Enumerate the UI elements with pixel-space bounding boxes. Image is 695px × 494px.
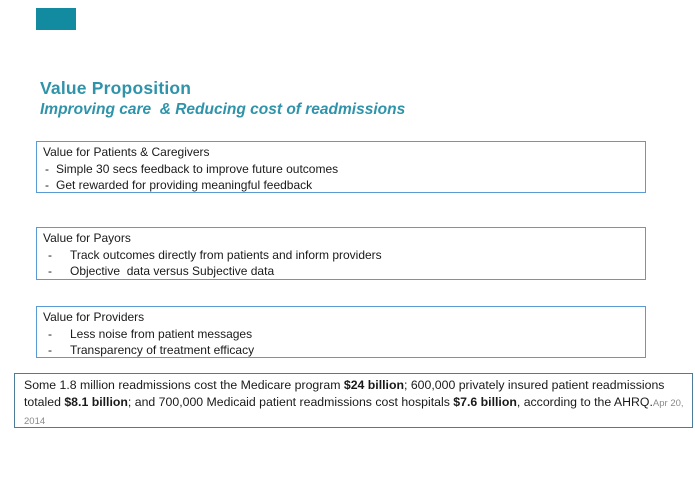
bullet-dash: - — [48, 343, 52, 357]
footer-date: Apr 20, 2014 — [24, 397, 687, 427]
footer-text-segment: ; 600,000 privately insured patient readmissions totaled — [24, 378, 668, 409]
bullet-text: Less noise from patient messages — [70, 326, 253, 341]
bullet-item — [43, 161, 641, 178]
title-block — [40, 78, 405, 119]
footer-text-segment: Some 1.8 million readmissions cost the Medicare program — [24, 378, 344, 392]
bullet-text: Simple 30 secs feedback to improve future outcomes — [56, 161, 339, 176]
bullet-item — [43, 263, 641, 280]
bullet-text: Objective data versus Subjective data — [70, 264, 275, 278]
bullet-text: Transparency of treatment efficacy — [70, 343, 255, 357]
value-box-title: Value for Patients & Caregivers — [43, 145, 210, 159]
bullet-item — [43, 326, 641, 343]
bullet-dash: - — [45, 178, 49, 192]
value-box-title: Value for Payors — [43, 231, 131, 245]
value-box-title: Value for Providers — [43, 310, 145, 324]
footer-bold-amount: $8.1 billion — [64, 394, 128, 409]
value-box-payors — [36, 227, 646, 280]
bullet-dash: - — [48, 264, 52, 278]
slide-title: Value Proposition — [40, 78, 192, 98]
bullet-dash: - — [45, 161, 49, 176]
bullet-dash: - — [48, 326, 52, 341]
bullet-item — [43, 247, 641, 264]
footer-bold-amount: $24 billion — [343, 378, 404, 392]
bullet-text: Get rewarded for providing meaningful feedback — [56, 178, 313, 192]
footer-text-segment: , according to the AHRQ. — [516, 394, 653, 409]
bullet-dash: - — [48, 247, 52, 262]
value-box-providers — [36, 306, 646, 358]
bullet-item — [43, 342, 641, 359]
bullet-item — [43, 177, 641, 194]
footer-stats-box — [14, 373, 693, 428]
footer-bold-amount: $7.6 billion — [453, 394, 517, 409]
value-box-patients-caregivers — [36, 141, 646, 193]
corner-accent-block — [36, 8, 76, 30]
slide-subtitle: Improving care & Reducing cost of readmissions — [40, 101, 406, 118]
bullet-text: Track outcomes directly from patients and inform providers — [70, 247, 382, 262]
footer-text-segment: ; and 700,000 Medicaid patient readmissions cost hospitals — [127, 394, 454, 409]
